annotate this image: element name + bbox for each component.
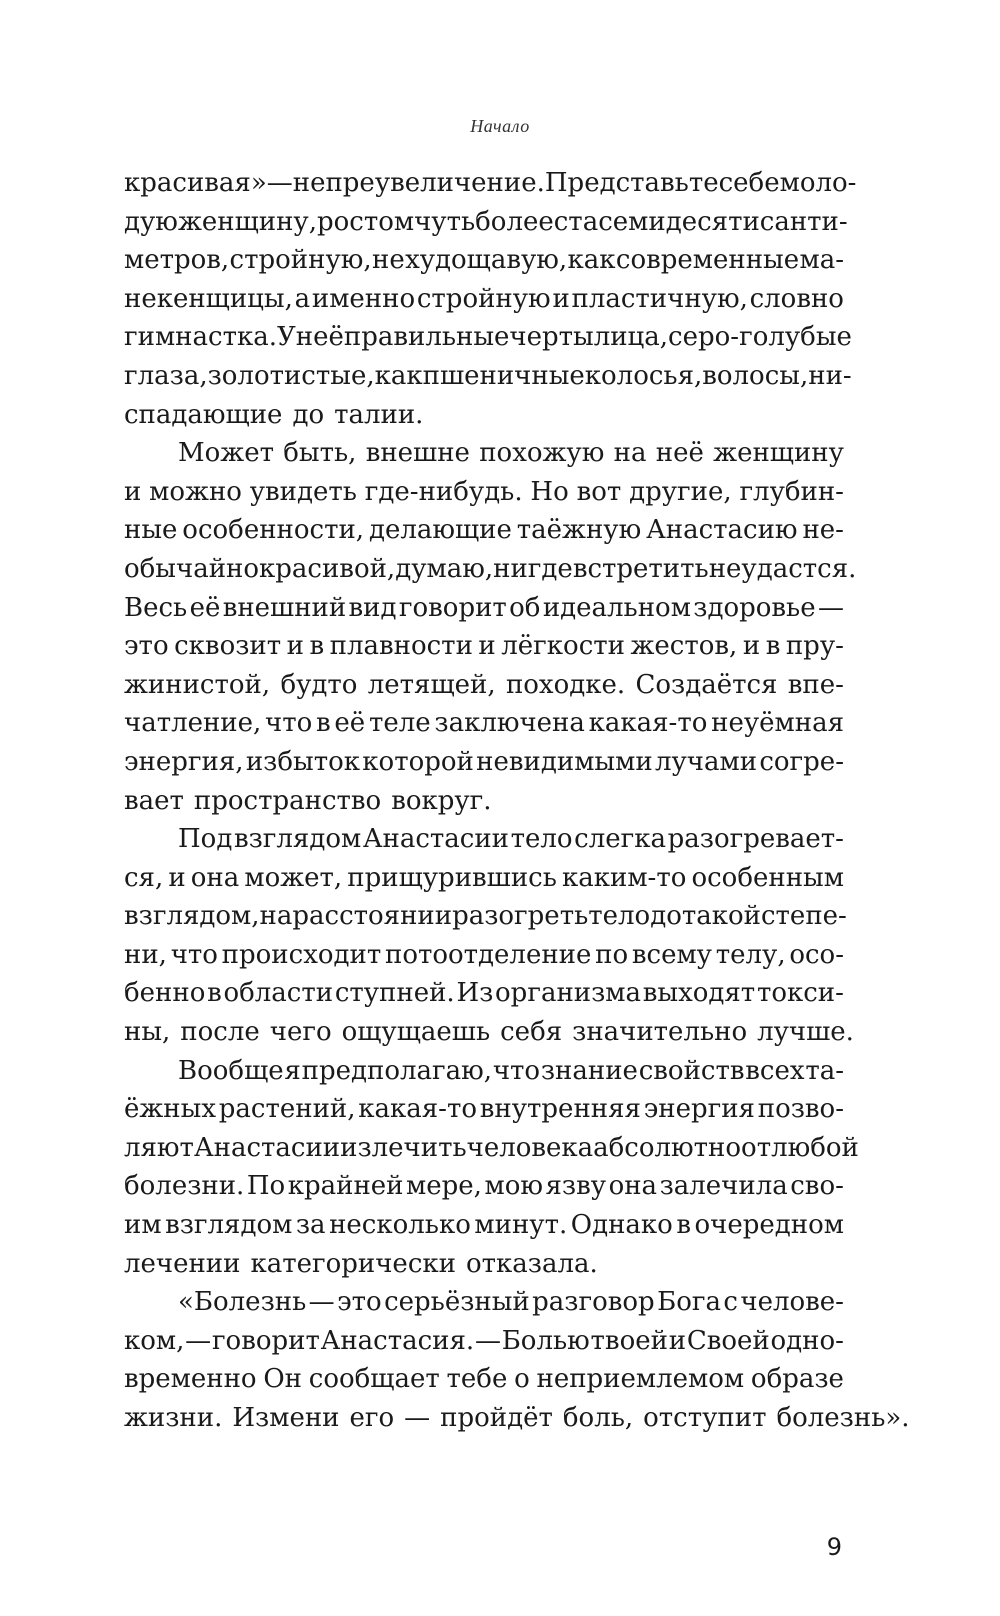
word: стройную xyxy=(416,283,551,314)
word: что xyxy=(265,708,313,739)
word: правильные xyxy=(343,322,510,353)
paragraph xyxy=(124,1283,910,1437)
word: Может xyxy=(178,438,274,469)
word: говорит xyxy=(398,592,507,623)
word: красивой, xyxy=(259,553,396,584)
word: излечить xyxy=(340,1132,467,1163)
word: «Болезнь xyxy=(178,1287,307,1318)
word: язву xyxy=(545,1171,607,1202)
word: отказала. xyxy=(465,1248,598,1279)
word: знание xyxy=(540,1055,638,1086)
word: жестов, xyxy=(630,631,738,662)
word: колосья, xyxy=(584,360,703,391)
text-line xyxy=(124,666,844,705)
word: себе xyxy=(718,168,780,198)
word: таёжную xyxy=(516,515,642,546)
word: лечении xyxy=(124,1248,241,1279)
word: У xyxy=(276,322,296,353)
word: взглядом xyxy=(165,1210,293,1241)
word: не- xyxy=(802,515,844,546)
word: какая-то xyxy=(358,1094,477,1125)
word: ни, xyxy=(124,939,167,970)
word: золотистые, xyxy=(207,360,375,391)
word: осо- xyxy=(789,939,844,970)
word: вид xyxy=(348,592,397,623)
word: — xyxy=(404,1403,431,1433)
word: как xyxy=(374,360,423,391)
word: им xyxy=(124,1210,162,1241)
word: Представьте xyxy=(544,168,719,198)
word: человека xyxy=(466,1132,594,1163)
word: бенно xyxy=(124,978,206,1009)
word: более xyxy=(475,206,554,237)
word: абсолютно xyxy=(593,1132,742,1163)
text-line xyxy=(124,1167,844,1206)
word: происходит xyxy=(221,939,382,970)
word: на xyxy=(259,901,293,932)
word: серьёзный xyxy=(384,1287,530,1318)
word: от xyxy=(741,1132,772,1163)
word: как xyxy=(567,245,616,276)
word: жизни. xyxy=(124,1403,223,1433)
word: свойств xyxy=(638,1055,745,1086)
word: очередном xyxy=(694,1210,844,1241)
word: лёгкости xyxy=(501,631,625,662)
word: неё xyxy=(655,438,704,469)
word: твоей xyxy=(590,1325,668,1356)
word: какая-то xyxy=(588,708,708,739)
word: современные xyxy=(615,245,800,276)
word: образе xyxy=(750,1364,844,1395)
word: она xyxy=(608,1171,658,1202)
word: потоотделение xyxy=(384,939,592,970)
word: и xyxy=(552,283,570,314)
word: степе- xyxy=(760,901,847,932)
word: удастся. xyxy=(741,553,857,584)
word: особенности, xyxy=(182,515,365,546)
word: может, xyxy=(244,862,343,893)
word: ком, xyxy=(124,1325,185,1356)
word: волосы, xyxy=(702,360,809,391)
word: спадающие xyxy=(124,399,283,430)
word: сквозит xyxy=(174,631,282,662)
paragraph xyxy=(124,820,854,1052)
word: глаза, xyxy=(124,360,208,391)
text-line xyxy=(124,1090,844,1129)
word: Болью xyxy=(501,1325,590,1356)
text-line xyxy=(124,743,844,782)
word: она xyxy=(190,862,240,893)
word: после xyxy=(180,1017,260,1048)
word: лица, xyxy=(593,322,669,353)
word: Но xyxy=(530,476,569,507)
text-line xyxy=(124,974,844,1013)
text-line xyxy=(124,473,844,512)
word: всему xyxy=(631,939,712,970)
word: ёжных xyxy=(124,1094,216,1125)
word: по xyxy=(595,939,629,970)
word: увидеть xyxy=(249,476,357,507)
word: себя xyxy=(500,1017,563,1048)
word: впе- xyxy=(787,669,844,700)
paragraph xyxy=(124,434,857,820)
word: вокруг. xyxy=(391,785,492,816)
word: Анастасию xyxy=(646,515,798,546)
text-line xyxy=(124,164,857,203)
text-line xyxy=(124,396,844,435)
word: и xyxy=(668,1325,687,1356)
word: Однако xyxy=(570,1210,673,1241)
word: взглядом, xyxy=(124,901,260,932)
word: любой xyxy=(771,1132,859,1163)
word: тебе xyxy=(446,1364,508,1395)
word: тело xyxy=(588,901,651,932)
text-line xyxy=(124,203,848,242)
word: теле xyxy=(368,708,431,739)
word: семидесяти xyxy=(598,206,760,237)
text-line xyxy=(124,280,844,319)
word: за xyxy=(295,1210,326,1241)
word: разогреть xyxy=(452,901,589,932)
word: серо-голубые xyxy=(668,322,852,353)
word: будто xyxy=(280,669,358,700)
word: разогревает- xyxy=(667,824,844,855)
word: области xyxy=(223,978,334,1009)
word: токси- xyxy=(756,978,844,1009)
word: вает xyxy=(124,785,184,816)
text-line xyxy=(124,1283,844,1322)
word: нигде xyxy=(493,553,573,584)
word: тело xyxy=(510,824,573,855)
word: челове- xyxy=(740,1287,844,1318)
word: именно xyxy=(311,283,416,314)
word: пру- xyxy=(785,631,844,662)
word: ста xyxy=(553,206,599,237)
text-line xyxy=(124,1206,844,1245)
word: невидимыми xyxy=(476,746,653,777)
word: неё xyxy=(295,322,344,353)
word: здоровье xyxy=(693,592,816,623)
word: женщину, xyxy=(177,206,317,237)
word: что xyxy=(492,1055,541,1086)
word: телу, xyxy=(715,939,786,970)
text-line xyxy=(124,1129,859,1168)
word: Весь xyxy=(124,592,188,623)
word: Бога xyxy=(657,1287,721,1318)
word: худощавую, xyxy=(405,245,568,276)
word: Создаётся xyxy=(635,669,778,700)
word: чуть xyxy=(414,206,476,237)
word: болезнь». xyxy=(776,1403,910,1433)
word: та- xyxy=(805,1055,844,1086)
text-line xyxy=(124,589,844,628)
word: разговор xyxy=(532,1287,655,1318)
word: женщину xyxy=(713,438,844,469)
word: об xyxy=(509,592,541,623)
word: в xyxy=(309,631,325,662)
word: которой xyxy=(362,746,474,777)
word: санти- xyxy=(759,206,848,237)
word: чего xyxy=(269,1017,332,1048)
word: это xyxy=(337,1287,382,1318)
word: залечила xyxy=(659,1171,788,1202)
word: ни- xyxy=(808,360,852,391)
word: растений, xyxy=(218,1094,356,1125)
word: ные xyxy=(124,515,178,546)
word: пройдёт xyxy=(440,1403,553,1433)
word: плавности xyxy=(329,631,473,662)
word: не xyxy=(708,553,742,584)
word: дую xyxy=(124,206,178,237)
text-line xyxy=(124,1360,844,1399)
word: ма- xyxy=(799,245,844,276)
word: красивая» xyxy=(124,168,267,198)
word: её xyxy=(334,708,366,739)
word: метров, xyxy=(124,245,230,276)
word: словно xyxy=(749,283,844,314)
text-line xyxy=(124,1245,844,1284)
word: Своей xyxy=(686,1325,770,1356)
word: выходят xyxy=(642,978,756,1009)
word: Анастасии xyxy=(193,1132,341,1163)
word: сво- xyxy=(790,1171,844,1202)
word: и xyxy=(124,476,142,507)
body-text xyxy=(124,164,910,1438)
word: пшеничные xyxy=(422,360,585,391)
word: энергия xyxy=(643,1094,755,1125)
word: чатление, xyxy=(124,708,262,739)
page-number: 9 xyxy=(826,1533,842,1561)
word: временно xyxy=(124,1364,257,1395)
word: делающие xyxy=(368,515,512,546)
word: расстоянии xyxy=(292,901,453,932)
word: идеальном xyxy=(542,592,691,623)
word: организма xyxy=(495,978,642,1009)
word: и xyxy=(742,631,761,662)
word: говорит xyxy=(211,1325,320,1356)
word: ощущаешь xyxy=(341,1017,491,1048)
text-line xyxy=(124,627,844,666)
text-line xyxy=(124,1399,910,1438)
word: энергия, xyxy=(124,746,244,777)
word: Под xyxy=(178,824,233,855)
word: неприемлемом xyxy=(536,1364,745,1395)
text-line xyxy=(124,1322,844,1361)
word: — xyxy=(817,592,844,623)
word: в xyxy=(676,1210,691,1241)
word: черты xyxy=(509,322,594,353)
word: обычайно xyxy=(124,553,260,584)
word: — xyxy=(185,1325,212,1356)
word: — xyxy=(308,1287,335,1318)
running-head: Начало xyxy=(470,116,530,136)
word: я xyxy=(284,1055,301,1086)
word: Вообще xyxy=(178,1055,284,1086)
word: отступит xyxy=(643,1403,767,1433)
word: жинистой, xyxy=(124,669,271,700)
word: взглядом xyxy=(233,824,362,855)
word: можно xyxy=(149,476,242,507)
word: не xyxy=(292,168,326,198)
word: её xyxy=(189,592,221,623)
word: на xyxy=(613,438,647,469)
word: это xyxy=(124,631,169,662)
word: пространство xyxy=(193,785,382,816)
word: ростом xyxy=(316,206,415,237)
text-line xyxy=(124,550,857,589)
word: думаю, xyxy=(395,553,494,584)
text-line xyxy=(124,936,844,975)
word: неуёмная xyxy=(711,708,844,739)
word: заключена xyxy=(434,708,585,739)
word: крайней xyxy=(287,1171,404,1202)
word: что xyxy=(170,939,218,970)
word: до xyxy=(650,901,682,932)
word: вот xyxy=(576,476,622,507)
text-line xyxy=(124,859,844,898)
paragraph xyxy=(124,1052,859,1284)
word: избыток xyxy=(245,746,360,777)
word: Он xyxy=(263,1364,303,1395)
word: — xyxy=(474,1325,501,1356)
word: слегка xyxy=(574,824,667,855)
word: ся, xyxy=(124,862,164,893)
word: мере, xyxy=(406,1171,482,1202)
word: некенщицы, xyxy=(124,283,293,314)
word: внешний xyxy=(222,592,347,623)
word: такой xyxy=(681,901,761,932)
word: преувеличение. xyxy=(325,168,545,198)
word: всех xyxy=(745,1055,805,1086)
text-line xyxy=(124,1013,854,1052)
word: с xyxy=(723,1287,738,1318)
word: позво- xyxy=(757,1094,844,1125)
word: значительно xyxy=(572,1017,748,1048)
paragraph xyxy=(124,164,857,434)
word: лучше. xyxy=(757,1017,854,1048)
word: где-нибудь. xyxy=(364,476,523,507)
word: прищурившись xyxy=(347,862,557,893)
word: По xyxy=(246,1171,286,1202)
word: болезни. xyxy=(124,1171,245,1202)
word: летящей, xyxy=(367,669,496,700)
word: особенным xyxy=(691,862,844,893)
word: талии. xyxy=(334,399,424,430)
word: лучами xyxy=(654,746,758,777)
word: одно- xyxy=(770,1325,844,1356)
word: Анастасии xyxy=(362,824,509,855)
word: стройную, xyxy=(229,245,372,276)
word: а xyxy=(294,283,311,314)
word: пластичную, xyxy=(571,283,748,314)
word: Анастасия. xyxy=(320,1325,475,1356)
word: в xyxy=(207,978,222,1009)
word: мою xyxy=(484,1171,543,1202)
word: похожую xyxy=(479,438,605,469)
text-line xyxy=(124,897,847,936)
text-line xyxy=(124,1052,844,1091)
text-line xyxy=(124,434,844,473)
word: сообщает xyxy=(308,1364,440,1395)
word: категорически xyxy=(250,1248,456,1279)
word: о xyxy=(514,1364,530,1395)
word: боль, xyxy=(562,1403,634,1433)
word: согре- xyxy=(759,746,844,777)
word: минут. xyxy=(474,1210,568,1241)
word: предполагаю, xyxy=(301,1055,493,1086)
word: ны, xyxy=(124,1017,171,1048)
word: другие, xyxy=(629,476,732,507)
text-line xyxy=(124,357,852,396)
word: встретить xyxy=(572,553,709,584)
word: в xyxy=(765,631,781,662)
word: походке. xyxy=(505,669,626,700)
word: несколько xyxy=(329,1210,471,1241)
word: — xyxy=(266,168,293,198)
word: в xyxy=(316,708,331,739)
text-line xyxy=(124,241,844,280)
word: Из xyxy=(456,978,494,1009)
word: внутренняя xyxy=(479,1094,641,1125)
word: ляют xyxy=(124,1132,194,1163)
word: моло- xyxy=(779,168,857,198)
word: быть, xyxy=(283,438,357,469)
text-line xyxy=(124,820,844,859)
text-line xyxy=(124,704,844,743)
text-line xyxy=(124,318,852,357)
word: внешне xyxy=(365,438,470,469)
word: и xyxy=(286,631,304,662)
word: глубин- xyxy=(739,476,844,507)
text-line xyxy=(124,511,844,550)
word: и xyxy=(168,862,186,893)
word: его xyxy=(349,1403,395,1433)
word: и xyxy=(478,631,496,662)
word: ступней. xyxy=(334,978,455,1009)
word: гимнастка. xyxy=(124,322,277,353)
text-line xyxy=(124,782,844,821)
word: до xyxy=(292,399,325,430)
word: каким-то xyxy=(561,862,687,893)
word: не xyxy=(372,245,405,276)
word: Измени xyxy=(232,1403,340,1433)
